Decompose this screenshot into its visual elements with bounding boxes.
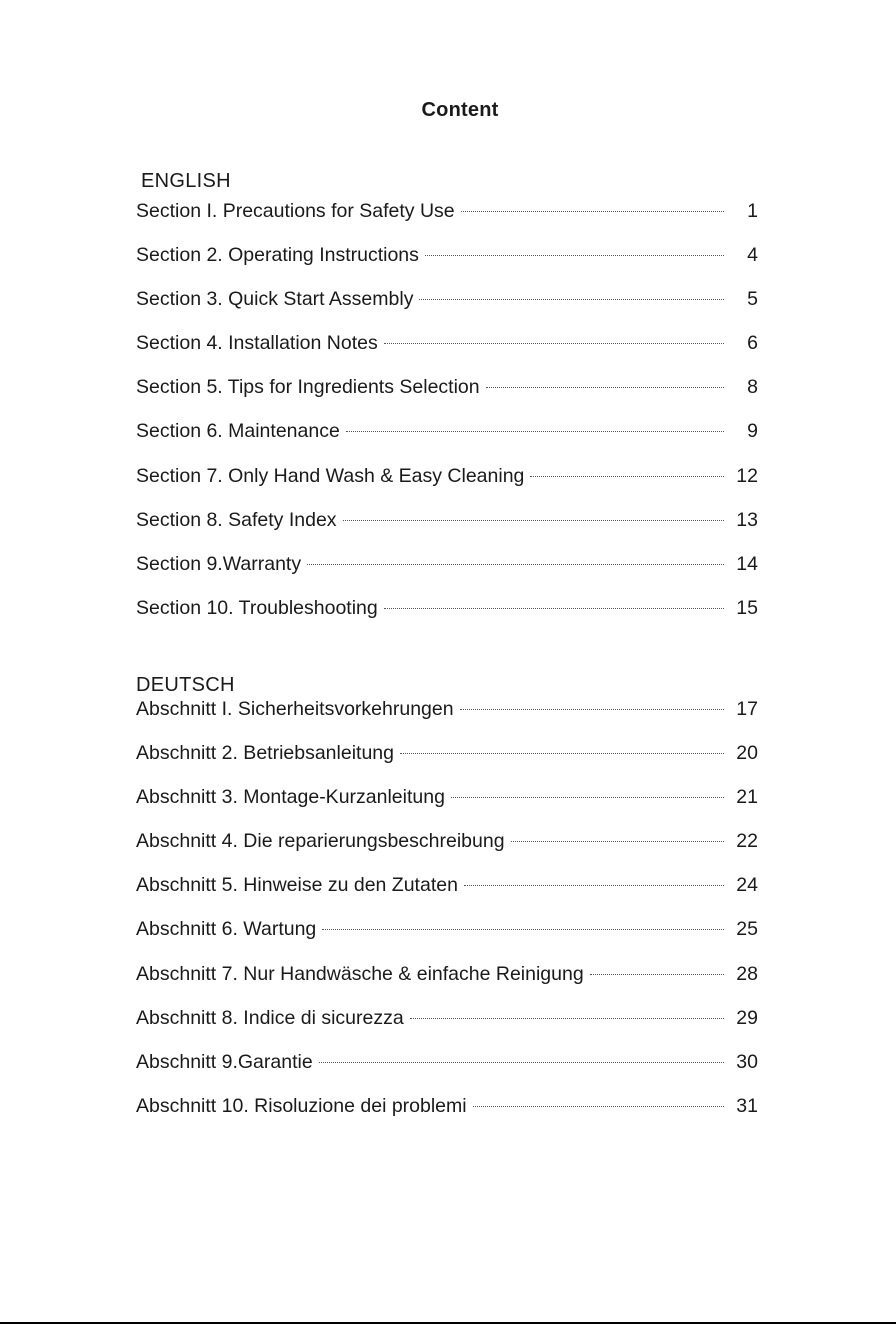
toc-entry[interactable] [136, 1007, 758, 1051]
leader-dots [346, 431, 724, 432]
toc-entry-page: 15 [736, 596, 758, 619]
leader-dots [511, 841, 724, 842]
toc-entry-label: Section 8. Safety Index [136, 508, 337, 531]
toc-entry[interactable] [136, 597, 758, 641]
toc-list-deutsch [136, 698, 758, 1139]
toc-entry[interactable] [136, 509, 758, 553]
leader-dots [486, 387, 724, 388]
leader-dots [461, 211, 724, 212]
toc-entry-page: 4 [747, 244, 758, 267]
toc-entry-page: 30 [736, 1050, 758, 1073]
toc-entry-label: Section 4. Installation Notes [136, 332, 378, 355]
toc-entry[interactable] [136, 200, 758, 244]
leader-dots [451, 797, 724, 798]
leader-dots [419, 299, 724, 300]
toc-entry-page: 22 [736, 830, 758, 853]
toc-entry-page: 21 [736, 786, 758, 809]
toc-entry[interactable] [136, 244, 758, 288]
toc-entry-label: Section 5. Tips for Ingredients Selection [136, 376, 480, 399]
toc-entry-label: Abschnitt 3. Montage-Kurzanleitung [136, 786, 445, 809]
toc-entry[interactable] [136, 553, 758, 597]
leader-dots [384, 608, 724, 609]
toc-entry[interactable] [136, 698, 758, 742]
leader-dots [319, 1062, 724, 1063]
toc-entry-page: 13 [736, 508, 758, 531]
leader-dots [530, 476, 724, 477]
toc-entry[interactable] [136, 420, 758, 464]
toc-entry[interactable] [136, 918, 758, 962]
toc-entry-label: Section 9.Warranty [136, 552, 302, 575]
page-title: Content [421, 99, 499, 121]
toc-entry-label: Section 3. Quick Start Assembly [136, 288, 414, 311]
toc-entry-label: Abschnitt 9.Garantie [136, 1050, 313, 1073]
toc-entry-page: 24 [736, 874, 758, 897]
toc-entry-label: Section 7. Only Hand Wash & Easy Cleaning [136, 464, 525, 487]
toc-entry[interactable] [136, 963, 758, 1007]
leader-dots [460, 709, 724, 710]
section-heading-deutsch: DEUTSCH [136, 674, 235, 696]
toc-entry-page: 9 [747, 420, 758, 443]
toc-entry[interactable] [136, 465, 758, 509]
toc-entry[interactable] [136, 742, 758, 786]
toc-entry[interactable] [136, 874, 758, 918]
toc-entry-page: 20 [736, 742, 758, 765]
toc-entry[interactable] [136, 1051, 758, 1095]
leader-dots [590, 974, 724, 975]
toc-entry-page: 14 [736, 552, 758, 575]
toc-entry-page: 17 [736, 698, 758, 720]
leader-dots [425, 255, 724, 256]
toc-entry[interactable] [136, 376, 758, 420]
leader-dots [343, 520, 724, 521]
toc-entry[interactable] [136, 332, 758, 376]
toc-entry-page: 8 [747, 376, 758, 399]
toc-entry-label: Abschnitt 5. Hinweise zu den Zutaten [136, 874, 458, 897]
toc-entry-label: Section 10. Troubleshooting [136, 596, 378, 619]
toc-entry-label: Section 2. Operating Instructions [136, 244, 419, 267]
toc-entry[interactable] [136, 830, 758, 874]
toc-entry-page: 1 [747, 200, 758, 222]
toc-list-english [136, 200, 758, 641]
toc-entry-label: Section 6. Maintenance [136, 420, 340, 443]
toc-entry-page: 31 [736, 1094, 758, 1117]
toc-entry-label: Section I. Precautions for Safety Use [136, 200, 455, 222]
toc-entry-page: 25 [736, 918, 758, 941]
toc-entry-label: Abschnitt 2. Betriebsanleitung [136, 742, 394, 765]
leader-dots [473, 1106, 724, 1107]
leader-dots [307, 564, 724, 565]
toc-entry-label: Abschnitt 6. Wartung [136, 918, 317, 941]
leader-dots [322, 929, 724, 930]
toc-entry-page: 28 [736, 962, 758, 985]
toc-entry[interactable] [136, 288, 758, 332]
toc-entry-label: Abschnitt 10. Risoluzione dei problemi [136, 1094, 467, 1117]
section-heading-english: ENGLISH [141, 170, 231, 192]
toc-entry-label: Abschnitt I. Sicherheitsvorkehrungen [136, 698, 454, 720]
toc-entry[interactable] [136, 786, 758, 830]
toc-entry-page: 29 [736, 1006, 758, 1029]
toc-entry-label: Abschnitt 8. Indice di sicurezza [136, 1006, 404, 1029]
leader-dots [464, 885, 724, 886]
toc-entry-label: Abschnitt 7. Nur Handwäsche & einfache Reinigung [136, 962, 584, 985]
leader-dots [410, 1018, 724, 1019]
toc-entry-page: 12 [736, 464, 758, 487]
leader-dots [400, 753, 724, 754]
leader-dots [384, 343, 724, 344]
toc-entry-page: 5 [747, 288, 758, 311]
toc-entry-label: Abschnitt 4. Die reparierungsbeschreibung [136, 830, 505, 853]
toc-entry-page: 6 [747, 332, 758, 355]
toc-entry[interactable] [136, 1095, 758, 1139]
